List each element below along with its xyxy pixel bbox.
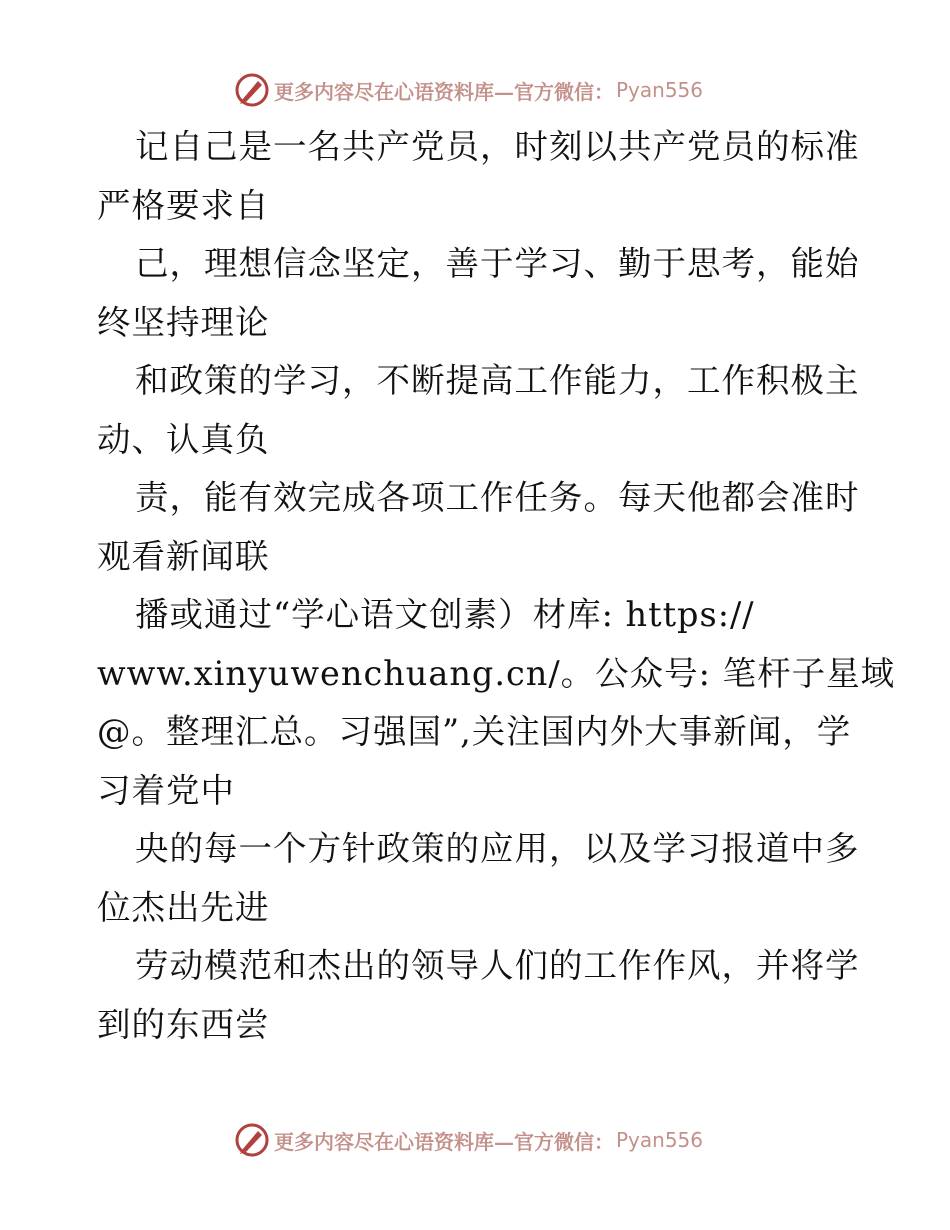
body-line: 习着党中 xyxy=(97,770,235,810)
footer-banner-text: 更多内容尽在心语资料库—官方微信： xyxy=(274,1129,614,1154)
body-line: 播或通过“学心语文创素）材库: https:// xyxy=(135,595,755,634)
footer-wechat-id: Pyan556 xyxy=(616,1128,704,1152)
body-line: 央的每一个方针政策的应用，以及学习报道中多 xyxy=(135,829,860,868)
body-line: 记自己是一名共产党员，时刻以共产党员的标准 xyxy=(135,127,860,166)
body-line: 己，理想信念坚定，善于学习、勤于思考，能始 xyxy=(135,244,860,283)
body-line: 和政策的学习，不断提高工作能力，工作积极主 xyxy=(135,361,860,400)
body-line: 观看新闻联 xyxy=(97,536,270,576)
body-line: 严格要求自 xyxy=(97,185,270,225)
pen-logo-icon xyxy=(234,1122,270,1158)
header-banner xyxy=(234,70,754,110)
body-line: 位杰出先进 xyxy=(97,887,270,927)
header-banner-text: 更多内容尽在心语资料库—官方微信： xyxy=(274,79,614,104)
header-wechat-id: Pyan556 xyxy=(616,78,704,102)
body-line: 到的东西尝 xyxy=(97,1004,270,1044)
body-line: 劳动模范和杰出的领导人们的工作作风，并将学 xyxy=(135,946,860,985)
pen-logo-icon xyxy=(234,72,270,108)
body-line: 动、认真负 xyxy=(97,419,270,459)
document-body xyxy=(97,118,896,1054)
footer-banner xyxy=(234,1120,754,1160)
body-line: 责，能有效完成各项工作任务。每天他都会准时 xyxy=(135,478,860,517)
body-line: 终坚持理论 xyxy=(97,302,270,342)
body-line: www.xinyuwenchuang.cn/。公众号: 笔杆子星域 xyxy=(97,653,896,693)
body-line: @。整理汇总。习强国”,关注国内外大事新闻，学 xyxy=(97,712,852,751)
